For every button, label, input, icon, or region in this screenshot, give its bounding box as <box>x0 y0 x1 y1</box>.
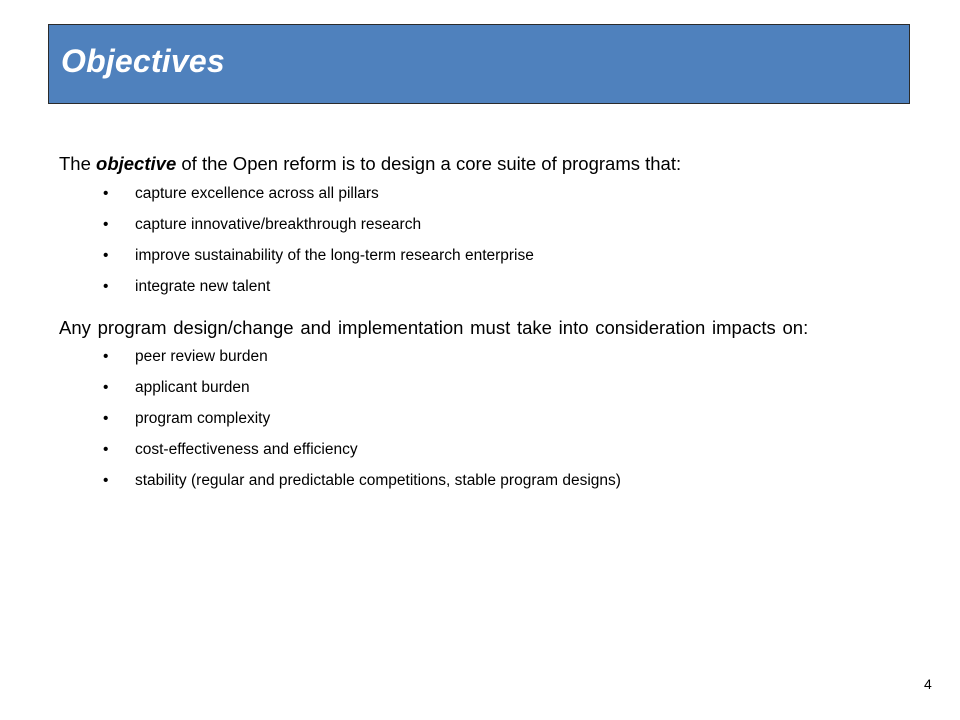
bullet-icon: • <box>103 278 109 295</box>
objectives-list <box>59 184 859 297</box>
page-number: 4 <box>924 676 932 692</box>
title-bar <box>48 24 910 104</box>
considerations-list <box>59 347 859 491</box>
list-item: • improve sustainability of the long-term research enterprise <box>103 247 534 264</box>
intro-before: The <box>59 153 97 174</box>
bullet-icon: • <box>103 247 109 264</box>
list-item: • peer review burden <box>103 348 268 365</box>
objective-intro <box>59 150 859 178</box>
considerations-heading: Any program design/change and implementation must take into consideration impacts on: <box>59 317 809 338</box>
list-item: • integrate new talent <box>103 278 271 295</box>
bullet-icon: • <box>103 348 109 365</box>
intro-after: of the Open reform is to design a core suite of programs that: <box>176 153 682 174</box>
bullet-icon: • <box>103 185 109 202</box>
list-item: • capture innovative/breakthrough research <box>103 216 422 233</box>
bullet-icon: • <box>103 441 109 458</box>
list-item: • stability (regular and predictable competitions, stable program designs) <box>103 472 621 489</box>
bullet-icon: • <box>103 410 109 427</box>
list-item: • program complexity <box>103 410 271 427</box>
bullet-icon: • <box>103 472 109 489</box>
intro-emphasis: objective <box>96 153 177 174</box>
list-item: • cost-effectiveness and efficiency <box>103 441 358 458</box>
slide-title: Objectives <box>61 42 225 79</box>
bullet-icon: • <box>103 216 109 233</box>
bullet-icon: • <box>103 379 109 396</box>
slide-content <box>59 150 859 502</box>
list-item: • applicant burden <box>103 379 250 396</box>
list-item: • capture excellence across all pillars <box>103 185 379 202</box>
